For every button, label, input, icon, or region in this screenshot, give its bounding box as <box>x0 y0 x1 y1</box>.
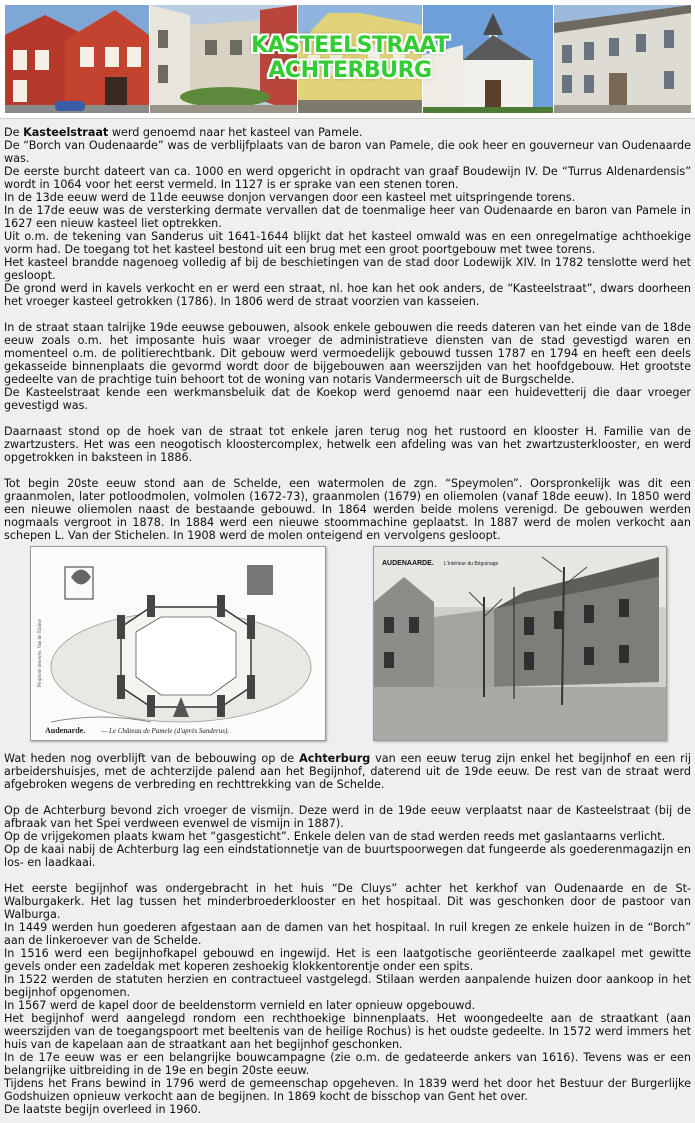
banner-title-line2: ACHTERBURG <box>268 58 432 83</box>
paragraph: De eerste burcht dateert van ca. 1000 en werd opgericht in opdracht van graaf Boudewijn IV. De “Turrus Aldenardensis” wordt in 1064 voor het eerst vermeld. In 1127 is er sprake van een stenen toren. <box>4 165 691 191</box>
paragraph: Op de vrijgekomen plaats kwam het “gasgesticht”. Enkele delen van de stad werden reeds met gaslantaarns verlicht. <box>4 830 666 843</box>
text: De <box>4 126 24 139</box>
svg-text:L'Intérieur du Béguinage: L'Intérieur du Béguinage <box>444 561 499 567</box>
banner-title-line1: KASTEELSTRAAT <box>251 33 449 58</box>
paragraph: Uit o.m. de tekening van Sanderus uit 1641-1644 blijkt dat het kasteel omwald was en een onregelmatige achthoekige vorm had. De toegang tot het kasteel bestond uit een brug met een groot poortgebouw met twee torens. <box>4 230 691 256</box>
engraving-caption: — Le Château de Pamele (d'après Sanderus). <box>101 727 230 735</box>
svg-text:Proprieté réservée. Van de Tij: Proprieté réservée. Van de Tijdere <box>38 619 43 687</box>
paragraph: De grond werd in kavels verkocht en er werd een straat, nl. hoe kan het ook anders, de “Kasteelstraat”, dwars doorheen het vroeger kasteel getrokken (1786). In 1806 werd de straat voorzien van kasseien. <box>4 282 691 308</box>
paragraph: In 1522 werden de statuten herzien en contractueel vastgelegd. Stilaan werden aanpalende huizen door aankoop in het begijnhof opgenomen. <box>4 973 691 999</box>
paragraph: In 1449 werden hun goederen afgestaan aan de damen van het hospitaal. In ruil kregen ze enkele huizen in de “Borch” aan de linkeroever van de Schelde. <box>4 921 691 947</box>
paragraph: Tot begin 20ste eeuw stond aan de Schelde, een watermolen de zgn. “Speymolen”. Oorspronkelijk was dit een graanmolen, later potloodmolen, volmolen (1672-73), graanmolen (1679) en oliemolen (vanaf 18de eeuw). In 1850 werd een nieuwe oliemolen naast de bestaande gebouwd. In 1864 werden beide molens verenigd. De gebouwen werden nogmaals vergroot in 1878. In 1884 werd een nieuwe stoommachine geplaatst. In 1887 werd de molen verkocht aan schepen L. Van der Stichelen. In 1908 werd de molen onteigend en vervolgens gesloopt. <box>4 477 691 542</box>
paragraph: De Kasteelstraat kende een werkmansbeluik dat de Koekop werd genoemd naar een huidevetterij die daar vroeger gevestigd was. <box>4 386 691 412</box>
bold-text: Kasteelstraat <box>23 126 109 139</box>
paragraph: Het kasteel brandde nagenoeg volledig af bij de beschietingen van de stad door Lodewijk XIV. In 1782 tenslotte werd het gesloopt. <box>4 256 691 282</box>
spacer <box>4 869 691 882</box>
svg-text:Audenarde.: Audenarde. <box>45 726 86 735</box>
paragraph: In de 13de eeuw werd de 11de eeuwse donjon vervangen door een kasteel met uitspringende torens. <box>4 191 576 204</box>
text: Wat heden nog overblijft van de bebouwing op de <box>4 752 300 765</box>
paragraph: Het begijnhof werd aangelegd rondom een rechthoekige binnenplaats. Het woongedeelte aan de straatkant (aan weerszijden van de toegangspoort met beeltenis van de heilige Rochus) is het oudste gedeelte. In 1572 werd immers het huis van de kapelaan aan de straatkant aan het begijnhof geschonken. <box>4 1012 691 1051</box>
paragraph: Op de kaai nabij de Achterburg lag een eindstationnetje van de buurtspoorwegen dat fungeerde als goederenmagazijn en los- en laadkaai. <box>4 843 691 869</box>
spacer <box>4 308 691 321</box>
spacer <box>4 791 691 804</box>
svg-text:AUDENAARDE.: AUDENAARDE. <box>382 560 434 567</box>
photo-red-brick-houses <box>5 5 149 113</box>
historic-images <box>4 546 691 747</box>
paragraph: In de 17e eeuw was er een belangrijke bouwcampagne (zie o.m. de gedateerde ankers van 1616). Tevens was er een belangrijke uitbreiding in de 19e en begin 20ste eeuw. <box>4 1051 691 1077</box>
paragraph: De laatste begijn overleed in 1960. <box>4 1103 202 1116</box>
paragraph: In 1567 werd de kapel door de beeldenstorm vernield en later opnieuw opgebouwd. <box>4 999 476 1012</box>
paragraph <box>4 126 691 139</box>
engraving-castle-pamele <box>30 546 326 741</box>
text: van een eeuw terug zijn enkel het begijnhof en een rij arbeidershuisjes, met de achterzijde palend aan het Begijnhof, daterend uit de 19de eeuw. De rest van de straat werd afgebroken wegens de verbreding en rechttrekking van de Schelde. <box>4 752 691 791</box>
banner-title <box>250 33 450 83</box>
paragraph: In de 17de eeuw was de versterking dermate vervallen dat de toenmalige heer van Oudenaarde en baron van Pamele in 1627 een nieuw kasteel liet optrekken. <box>4 204 691 230</box>
text: werd genoemd naar het kasteel van Pamele. <box>108 126 363 139</box>
paragraph: Op de Achterburg bevond zich vroeger de vismijn. Deze werd in de 19de eeuw verplaatst naar de Kasteelstraat (bij de afbraak van het Spei verdween evenwel de vismijn in 1887). <box>4 804 691 830</box>
paragraph: Tijdens het Frans bewind in 1796 werd de gemeenschap opgeheven. In 1839 werd het door het Bestuur der Burgerlijke Godshuizen opnieuw verkocht aan de begijnen. In 1869 kocht de bisschop van Gent het over. <box>4 1077 691 1103</box>
paragraph: De “Borch van Oudenaarde” was de verblijfplaats van de baron van Pamele, die ook heer en gouverneur van Oudenaarde was. <box>4 139 691 165</box>
paragraph: In de straat staan talrijke 19de eeuwse gebouwen, alsook enkele gebouwen die reeds dateren van het einde van de 18de eeuw zoals o.m. het imposante huis waar vroeger de administratieve diensten van de stad gevestigd waren en momenteel o.m. de politierechtbank. Dit gebouw werd vermoedelijk gebouwd tussen 1787 en 1794 en heeft een deels gekasseide binnenplaats die gevormd wordt door de bijgebouwen aan weerszijden van het hoofdgebouw. Het grootste gedeelte van de prachtige tuin behoort tot de woning van notaris Vandermeersch uit de Burgschelde. <box>4 321 691 386</box>
spacer <box>4 464 691 477</box>
photo-grey-row-houses <box>554 5 691 113</box>
paragraph <box>4 752 691 791</box>
article-body <box>0 119 695 1116</box>
header-banner <box>0 0 695 119</box>
paragraph: Het eerste begijnhof was ondergebracht in het huis “De Cluys” achter het kerkhof van Oudenaarde en de St-Walburgakerk. Het lag tussen het minderbroederklooster en het hospitaal. Dit was geschonken door de pastoor van Walburga. <box>4 882 691 921</box>
paragraph: Daarnaast stond op de hoek van de straat tot enkele jaren terug nog het rustoord en klooster H. Familie van de zwartzusters. Het was een neogotisch kloostercomplex, hetwelk een afdeling was van het zwartzusterklooster, en werd opgetrokken in baksteen in 1886. <box>4 425 691 464</box>
photo-beguinage-interior <box>373 546 667 741</box>
paragraph: In 1516 werd een begijnhofkapel gebouwd en ingewijd. Het is een laatgotische georiënteerde zaalkapel met gewitte gevels onder een zadeldak met koperen zeshoekig klokkentorentje onder een spits. <box>4 947 691 973</box>
spacer <box>4 412 691 425</box>
bold-text: Achterburg <box>299 752 371 765</box>
